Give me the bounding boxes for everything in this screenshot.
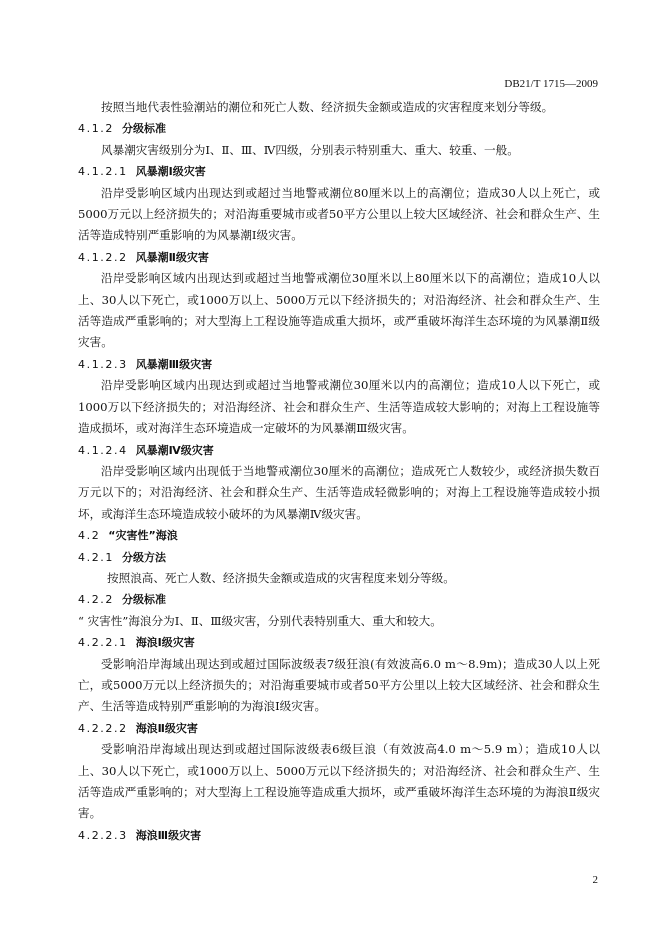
section-number: 4.2.2.3 [78, 828, 128, 842]
section-heading [78, 161, 600, 182]
section-number: 4.1.2.4 [78, 443, 128, 457]
document-id: DB21/T 1715—2009 [504, 78, 598, 90]
page-number: 2 [592, 874, 598, 886]
section-title: 海浪Ⅰ级灾害 [135, 636, 195, 650]
section-number: 4.2.2.1 [78, 636, 128, 650]
section-heading [78, 589, 600, 610]
section-title: “灾害性”海浪 [108, 529, 178, 543]
paragraph: 沿岸受影响区域内出现达到或超过当地警戒潮位30厘米以内的高潮位；造成10人以下死亡，或1000万以下经济损失的；对沿海经济、社会和群众生产、生活等造成较大影响的；对海上工程设施等 造成损坏，或对海洋生态环境造成一定破坏的为风暴潮Ⅲ级灾害。 [78, 378, 600, 436]
section-title: 风暴潮Ⅳ级灾害 [135, 443, 214, 457]
section-number: 4.2.1 [78, 550, 114, 564]
paragraph: “ 灾害性”海浪分为Ⅰ、Ⅱ、Ⅲ级灾害，分别代表特别重大、重大和较大。 [78, 613, 442, 628]
section-title: 海浪Ⅲ级灾害 [135, 828, 202, 842]
section-number: 4.2.2.2 [78, 721, 128, 735]
section-heading [78, 118, 600, 139]
section-number: 4.2 [78, 529, 101, 543]
section-heading [78, 354, 600, 375]
section-title: 海浪Ⅱ级灾害 [135, 721, 198, 735]
section-number: 4.1.2.1 [78, 165, 128, 179]
paragraph: 风暴潮灾害级别分为Ⅰ、Ⅱ、Ⅲ、Ⅳ四级，分别表示特别重大、重大、较重、一般。 [101, 142, 519, 157]
section-heading [78, 547, 600, 568]
section-title: 风暴潮Ⅰ级灾害 [135, 165, 206, 179]
section-heading [78, 247, 600, 268]
section-title: 分级方法 [122, 550, 166, 564]
section-heading [78, 525, 600, 546]
paragraph: 受影响沿岸海域出现达到或超过国际波级表7级狂浪(有效波高6.0 m～8.9m)；造成30人以上死亡，或5000万元以上经济损失的；对沿海重要城市或者50平方公里以上较大区域经济、社会和群众生产、生活等造成特别严重影响的为海浪Ⅰ级灾害。 [78, 656, 600, 714]
paragraph: 沿岸受影响区域内出现低于当地警戒潮位30厘米的高潮位；造成死亡人数较少，或经济损失数百万元以下的；对沿海经济、社会和群众生产、生活等造成轻微影响的；对海上工程设施等造成较小损坏，或海洋生态环境造成较小破坏的为风暴潮Ⅳ级灾害。 [78, 463, 600, 521]
section-number: 4.1.2.2 [78, 250, 128, 264]
section-title: 分级标准 [122, 122, 166, 136]
paragraph: 沿岸受影响区域内出现达到或超过当地警戒潮位80厘米以上的高潮位；造成30人以上死亡，或5000万元以上经济损失的；对沿海重要城市或者50平方公里以上较大区域经济、社会和群众生产、生 活等造成特别严重影响的为风暴潮Ⅰ级灾害。 [78, 185, 600, 243]
section-title: 分级标准 [122, 593, 166, 607]
section-heading [78, 440, 600, 461]
section-heading [78, 825, 600, 846]
section-title: 风暴潮Ⅱ级灾害 [135, 250, 209, 264]
paragraph: 按照当地代表性验潮站的潮位和死亡人数、经济损失金额或造成的灾害程度来划分等级。 [101, 100, 554, 114]
section-title: 风暴潮Ⅲ级灾害 [135, 357, 213, 371]
paragraph: 受影响沿岸海域出现达到或超过国际波级表6级巨浪（有效波高4.0 m～5.9 m）；造成10人以上、30人以下死亡，或1000万以上、5000万元以下经济损失的；对沿海经济、社会和群众生产、生活等造成严重影响的；对大型海上工程设施等造成重大损坏，或严重破坏海洋生态环境的为海浪Ⅱ级灾害。 [78, 742, 600, 821]
paragraph: 按照浪高、死亡人数、经济损失金额或造成的灾害程度来划分等级。 [107, 570, 455, 585]
section-heading [78, 632, 600, 653]
paragraph: 沿岸受影响区域内出现达到或超过当地警戒潮位30厘米以上80厘米以下的高潮位；造成10人以上、30人以下死亡，或1000万以上、5000万元以下经济损失的；对沿海经济、社会和群众生产、生活等造成严重影响的；对大型海上工程设施等造成重大损坏，或严重破坏海洋生态环境的为风暴潮Ⅱ级灾害。 [78, 271, 600, 350]
section-number: 4.2.2 [78, 593, 114, 607]
section-number: 4.1.2 [78, 122, 114, 136]
section-heading [78, 718, 600, 739]
document-body [78, 97, 600, 846]
section-number: 4.1.2.3 [78, 357, 128, 371]
